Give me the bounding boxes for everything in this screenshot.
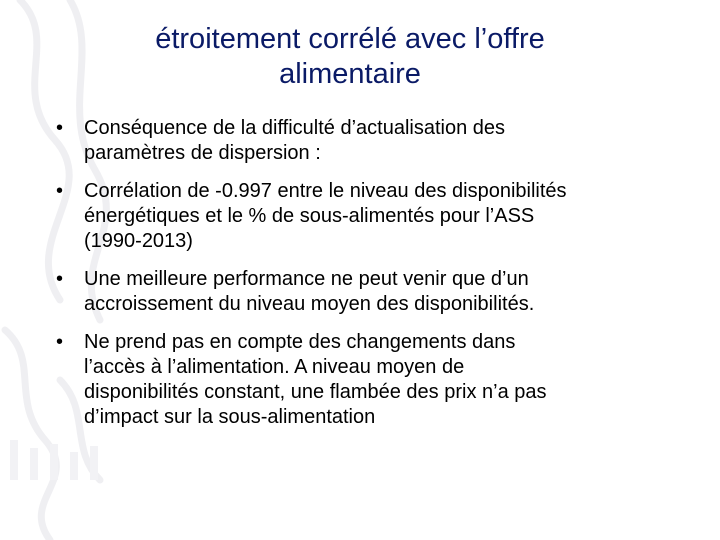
bullet-text-line: d’impact sur la sous-alimentation (84, 406, 376, 428)
bullet-list (56, 116, 666, 443)
bullet-text-line: Une meilleure performance ne peut venir que d’un (84, 268, 529, 290)
bullet-text-line: Corrélation de -0.997 entre le niveau des disponibilités (84, 180, 567, 202)
title-line-2: alimentaire (279, 58, 421, 90)
bullet-marker: • (56, 268, 64, 290)
bullet-text-line: l’accès à l’alimentation. A niveau moyen de (84, 356, 465, 378)
bullet-item (56, 116, 666, 166)
slide-title (90, 22, 610, 92)
bullet-text-line: paramètres de dispersion : (84, 142, 321, 164)
bullet-text-line: accroissement du niveau moyen des disponibilités. (84, 293, 535, 315)
title-line-1: étroitement corrélé avec l’offre (155, 23, 545, 55)
bullet-text-line: énergétiques et le % de sous-alimentés pour l’ASS (84, 205, 535, 227)
bullet-item (56, 179, 666, 254)
bullet-marker: • (56, 117, 64, 139)
bullet-text-line: Conséquence de la difficulté d’actualisation des (84, 117, 506, 139)
bullet-text-line: disponibilités constant, une flambée des prix n’a pas (84, 381, 547, 403)
bullet-item (56, 330, 666, 430)
bullet-marker: • (56, 331, 64, 353)
bullet-text-line: Ne prend pas en compte des changements dans (84, 331, 516, 353)
bullet-item (56, 267, 666, 317)
bullet-text-line: (1990-2013) (84, 230, 193, 252)
bullet-marker: • (56, 180, 64, 202)
